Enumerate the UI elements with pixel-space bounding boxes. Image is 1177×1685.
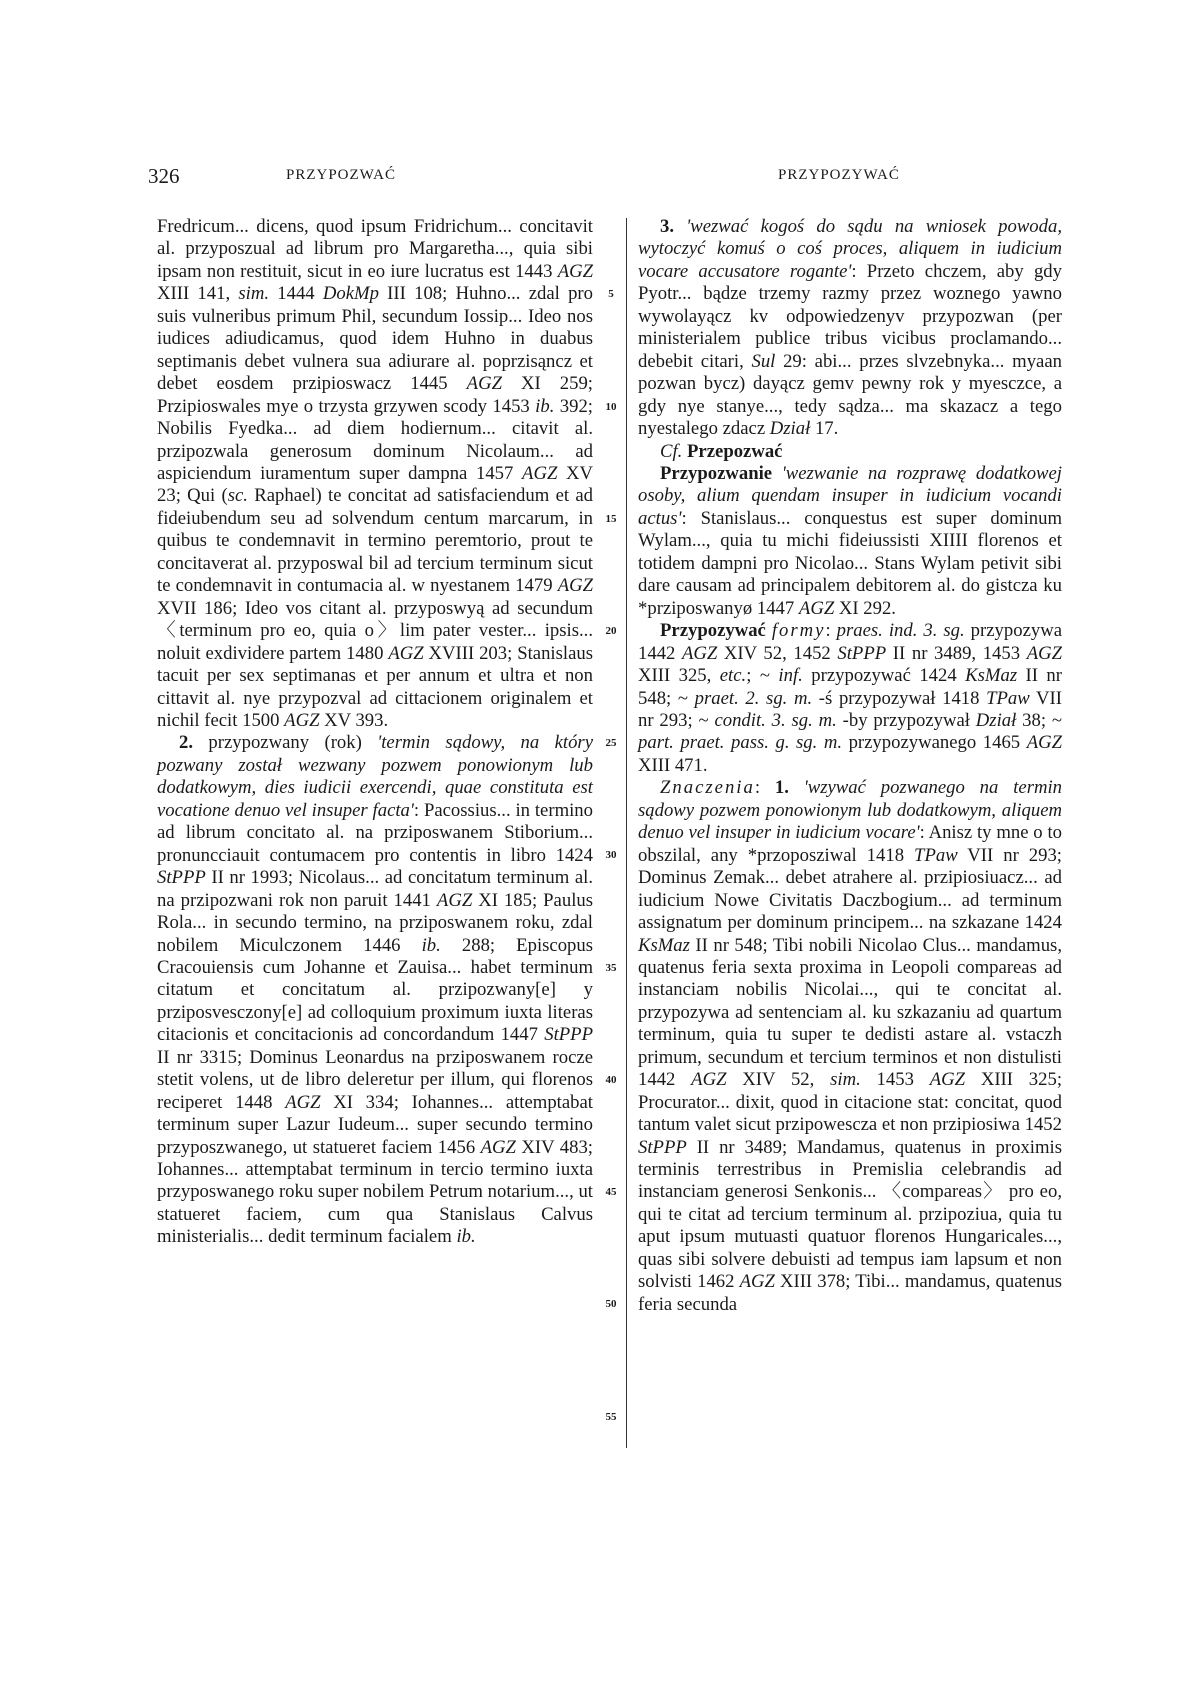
left-paragraph-1: Fredricum... dicens, quod ipsum Fridrichum... concitavit al. przyposzual ad librum pro Margaretha..., quia sibi ipsam non restituit, sicut in eo iure lucratus est 1443 AGZ XIII 141, sim. 1444 DokMp III 108; Huhno... zdal pro suis vulneribus primum Phil, secundum Iossip... Ideo nos iudices adiudicamus, quod idem Huhno in duabus septimanis debet vulnera sua adiurare al. poprzisąncz et debet eosdem przipioswacz 1445 AGZ XI 259; Przipioswales mye o trzysta grzywen scody 1453 ib. 392; Nobilis Fyedka... ad diem hodiernum... citavit al. przipozwala generosum dominum Nicolaum... ad aspiciendum iuramentum super dampna 1457 AGZ XV 23; Qui (sc. Raphael) te concitat ad satisfaciendum et ad fideiubendum seu ad solvendum centum marcarum, in quibus te condemnavit in termino peremtorio, prout te concitaverat al. przyposwal bil ad tercium terminum sicut te condemnavit in contumacia al. w nyestanem 1479 AGZ XVII 186; Ideo vos citant al. przyposwyą ad secundum 〈terminum pro eo, quia o〉lim pater vester... ipsis... noluit exdividere partem 1480 AGZ XVIII 203; Stanislaus tacuit per sex septimanas et per annum et ultra et non cittavit al. nye przypozval ad cittacionem originalem et nichil fecit 1500 AGZ XV 393. [157,216,593,731]
column-divider [626,218,627,1448]
line-number: 10 [605,401,617,413]
left-column [157,216,593,1249]
page-header [148,164,1060,194]
left-headword: PRZYPOZWAĆ [286,167,397,183]
line-number: 45 [605,1186,617,1198]
entry-przypozywac-meanings: Znaczenia: 1. 'wzywać pozwanego na termin sądowy pozwem ponowionym lub dodatkowym, aliquem denuo vel insuper in iudicium vocare': Anisz ty mne o to obszilal, any *przoposziwal 1418 TPaw VII nr 293; Dominus Zemak... debet atrahere al. przipiosiuacz... ad iudicium Nowe Civitatis Daczbogium... ad terminum assignatum per dominum principem... na szkazane 1424 KsMaz II nr 548; Tibi nobili Nicolao Clus... mandamus, quatenus feria sexta proxima in Leopoli compareas ad instanciam nobilis Nicolai..., qui te concitat al. przypozywa ad sentenciam al. ku szkazaniu ad quartum terminum, quia tu super te dedisti astare al. vstaczh primum, secundum et tercium terminos et non distulisti 1442 AGZ XIV 52, sim. 1453 AGZ XIII 325; Procurator... dixit, quod in citacione stat: concitat, quod tantum valet sicut przipowescza et non przipiosiwa 1452 StPPP II nr 3489; Mandamus, quatenus in proximis terminis terrestribus in Premislia celebrandis ad instanciam generosi Senkonis... 〈compareas〉 pro eo, qui te citat ad tercium terminum al. przipoziua, quia tu aput ipsum mutuasti quatuor florenos Hungaricales..., quas sibi solvere debuisti ad tempus iam lapsum et non solvisti 1462 AGZ XIII 378; Tibi... mandamus, quatenus feria secunda [638,777,1063,1315]
left-paragraph-2: 2. przypozwany (rok) 'termin sądowy, na który pozwany został wezwany pozwem ponowionym lub dodatkowym, dies iudicii exercendi, quae constituta est vocatione denuo vel insuper facta': Pacossius... in termino ad librum concitato al. na prziposwanem Stiborium... pronuncciauit contumacem pro contentis in libro 1424 StPPP II nr 1993; Nicolaus... ad concitatum terminum al. na przipozwani rok non paruit 1441 AGZ XI 185; Paulus Rola... in secundo termino, na prziposwanem roku, zdal nobilem Miculczonem 1446 ib. 288; Episcopus Cracouiensis cum Johanne et Zauisa... habet terminum citatum et concitatum al. przipozwany[e] y prziposvesczony[e] ad colloquium proximum iuxta literas citacionis et concitacionis ad concordandum 1447 StPPP II nr 3315; Dominus Leonardus na prziposwanem rocze stetit volens, ut de libro deleretur per illum, qui florenos reciperet 1448 AGZ XI 334; Iohannes... attemptabat terminum super Lazur Iudeum... super secundo termino przyposzwanego, ut statueret faciem 1456 AGZ XIV 483; Iohannes... attemptabat terminum in tercio termino iuxta przyposwanego roku super nobilem Petrum notarium..., ut statueret faciem, cum qua Stanislaus Calvus ministerialis... dedit terminum facialem ib. [157,732,594,1248]
line-number: 55 [605,1411,617,1423]
line-number: 5 [608,288,614,300]
line-number: 35 [605,962,617,974]
line-number: 15 [605,513,617,525]
right-column [638,216,1062,1316]
page-number: 326 [148,164,180,188]
right-headword: PRZYPOZYWAĆ [778,167,900,183]
line-number: 40 [605,1074,617,1086]
line-number: 30 [605,849,617,861]
line-number: 20 [605,625,617,637]
entry-przypozwanie: Przypozwanie 'wezwanie na rozprawę dodatkowej osoby, alium quendam insuper in iudicium vocandi actus': Stanislaus... conquestus est super dominum Wylam..., quia tu michi fideiussisti XIIII florenos et totidem dampni pro Nicolao... Stans Wylam petivit sibi dare causam ad principalem debitorem al. do gistcza ku *prziposwanyø 1447 AGZ XI 292. [638,462,1062,619]
entry-przypozywac-forms: Przypozywać formy: praes. ind. 3. sg. przypozywa 1442 AGZ XIV 52, 1452 StPPP II nr 3489, 1453 AGZ XIII 325, etc.; ~ inf. przypozywać 1424 KsMaz II nr 548; ~ praet. 2. sg. m. -ś przypozywał 1418 TPaw VII nr 293; ~ condit. 3. sg. m. -by przypozywał Dział 38; ~ part. praet. pass. g. sg. m. przypozywanego 1465 AGZ XIII 471. [638,620,1062,776]
line-number: 25 [605,737,617,749]
line-number: 50 [605,1298,617,1310]
right-paragraph-sense-3: 3. 'wezwać kogoś do sądu na wniosek powoda, wytoczyć komuś o coś proces, aliquem in iudicium vocare accusatore rogante': Przeto chczem, aby gdy Pyotr... bądze trzemy razmy przez woznego yawno wywolayącz kv odpowiedzenyv przypozwan (per ministerialem publice tribus vicibus proclamando... debebit citari, Sul 29: abi... przes slvzebnyka... myaan pozwan bycz) dayącz gemv pewny rok y myesczce, a gdy nye stanye..., tedy sądza... ma skazacz a tego nyestalego zdacz Dział 17. [638,216,1063,440]
cross-reference: Cf. Przepozwać [660,440,783,462]
